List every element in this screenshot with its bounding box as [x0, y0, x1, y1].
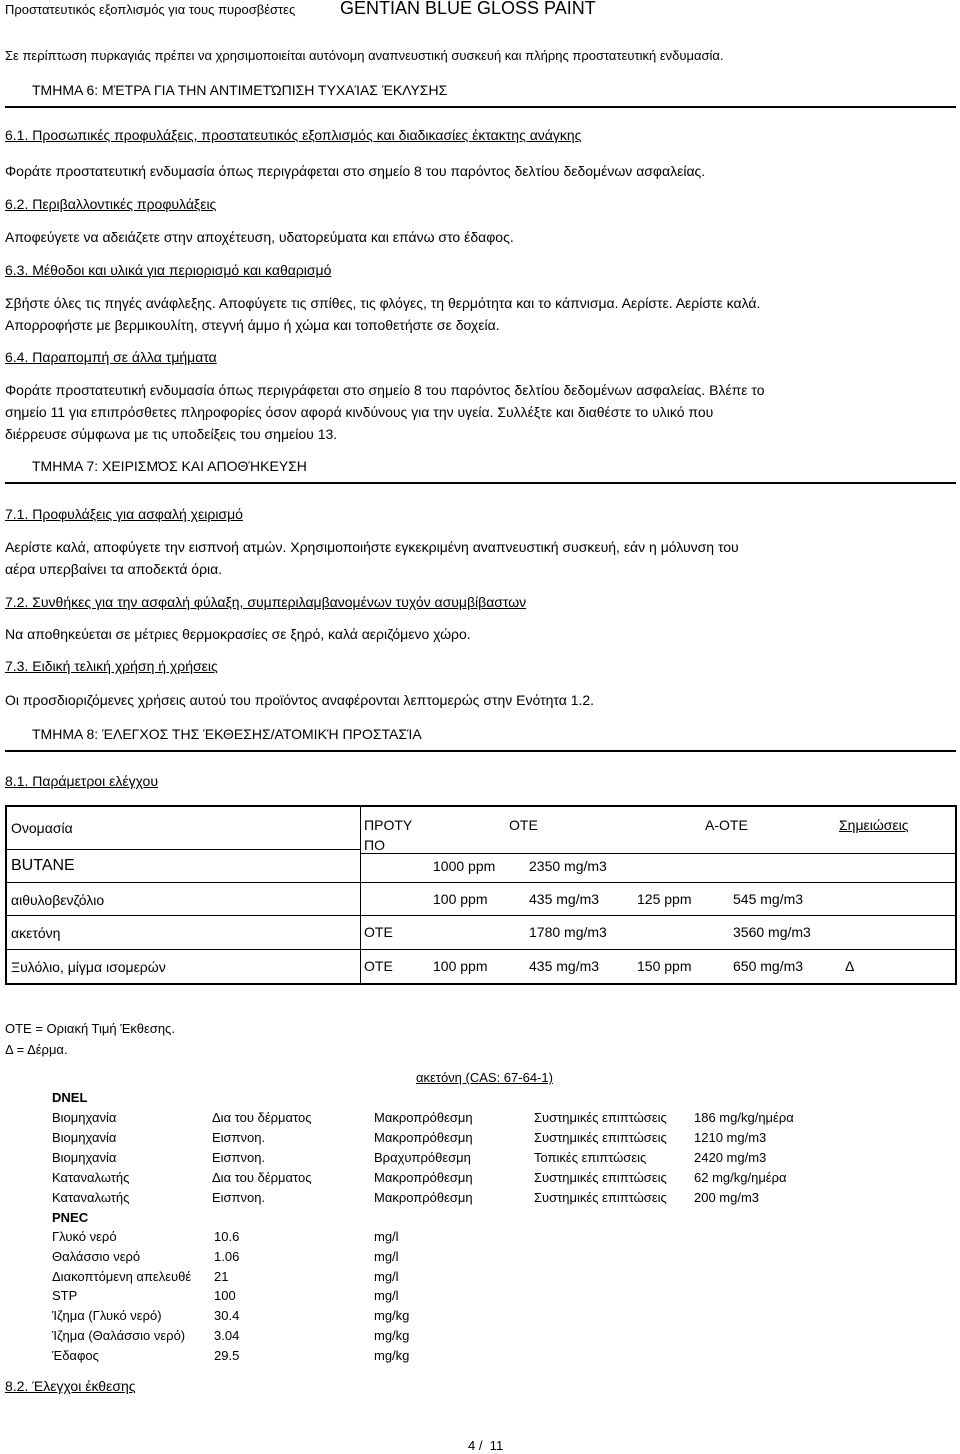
subsection-7-3-title: 7.3. Ειδική τελική χρήση ή χρήσεις [5, 658, 218, 674]
table-row-name: Ξυλόλιο, μίγμα ισομερών [11, 959, 166, 975]
subsection-6-4-text-3: διέρρευσε σύμφωνα με τις υποδείξεις του σημείου 13. [5, 426, 338, 442]
section-6-header [5, 76, 956, 108]
subsection-6-4-text-1: Φοράτε προστατευτική ενδυμασία όπως περιγράφεται στο σημείο 8 του παρόντος δελτίου δεδομένων ασφαλείας. Βλέπε το [5, 382, 765, 398]
table-row-aote-mg: 3560 mg/m3 [733, 924, 811, 940]
dnel-cell: Μακροπρόθεσμη [374, 1170, 473, 1185]
table-row-ote-mg: 435 mg/m3 [529, 958, 600, 974]
pnec-cell: 100 [214, 1288, 236, 1303]
table-divider [360, 853, 955, 854]
pnec-cell: mg/kg [374, 1308, 410, 1323]
table-row-ote-mg: 435 mg/m3 [529, 891, 600, 907]
pnec-cell: Θαλάσσιο νερό [52, 1249, 141, 1264]
section-7-header [5, 452, 956, 484]
table-row-ote-mg: 1780 mg/m3 [529, 924, 607, 940]
dnel-cell: 200 mg/m3 [694, 1190, 760, 1205]
subsection-6-2-title: 6.2. Περιβαλλοντικές προφυλάξεις [5, 196, 217, 212]
pnec-cell: Γλυκό νερό [52, 1229, 117, 1244]
dnel-cell: Δια του δέρματος [212, 1170, 312, 1185]
table-row-ote-mg: 2350 mg/m3 [529, 858, 607, 874]
pnec-cell: mg/l [374, 1288, 399, 1303]
table-row-standard: ΟΤΕ [364, 924, 393, 940]
table-row-name: BUTANE [11, 857, 75, 874]
dnel-cell: Βιομηχανία [52, 1110, 117, 1125]
pnec-cell: 3.04 [214, 1328, 240, 1343]
pnec-cell: Διακοπτόμενη απελευθέ [52, 1269, 192, 1284]
subsection-7-2-text: Να αποθηκεύεται σε μέτριες θερμοκρασίες σε ξηρό, καλά αεριζόμενο χώρο. [5, 626, 471, 642]
subsection-8-1-title: 8.1. Παράμετροι ελέγχου [5, 773, 158, 789]
dnel-cell: Συστημικές επιπτώσεις [534, 1190, 667, 1205]
subsection-6-3-text-1: Σβήστε όλες τις πηγές ανάφλεξης. Αποφύγετε τις σπίθες, τις φλόγες, τη θερμότητα και το κάπνισμα. Αερίστε. Αερίστε καλά. [5, 295, 761, 311]
dnel-cell: Εισπνοη. [212, 1190, 266, 1205]
subsection-6-4-text-2: σημείο 11 για επιπρόσθετες πληροφορίες όσον αφορά κινδύνους για την υγεία. Συλλέξτε και διαθέστε το υλικό που [5, 404, 714, 420]
pnec-cell: mg/l [374, 1229, 399, 1244]
table-divider [7, 849, 360, 850]
table-row-name: αιθυλοβενζόλιο [11, 892, 105, 908]
table-row-ote-ppm: 1000 ppm [433, 858, 496, 874]
table-row-standard: ΟΤΕ [364, 958, 393, 974]
table-row-ote-ppm: 100 ppm [433, 891, 488, 907]
dnel-cell: 2420 mg/m3 [694, 1150, 767, 1165]
pnec-cell: 1.06 [214, 1249, 240, 1264]
table-row-note: Δ [845, 958, 855, 974]
pnec-cell: 29.5 [214, 1348, 240, 1363]
pnec-cell: 10.6 [214, 1229, 240, 1244]
legend-skin: Δ = Δέρμα. [5, 1042, 68, 1057]
dnel-cell: Εισπνοη. [212, 1130, 266, 1145]
subsection-6-3-title: 6.3. Μέθοδοι και υλικά για περιορισμό και καθαρισμό [5, 262, 332, 278]
table-row-aote-ppm: 150 ppm [637, 958, 692, 974]
col-header-notes: Σημειώσεις [839, 817, 909, 833]
pnec-label: PNEC [52, 1210, 89, 1225]
page-number: 4 / 11 [468, 1438, 504, 1453]
dnel-cell: Καταναλωτής [52, 1190, 130, 1205]
dnel-cell: 62 mg/kg/ημέρα [694, 1170, 787, 1185]
pnec-cell: Έδαφος [52, 1348, 99, 1363]
dnel-cell: Συστημικές επιπτώσεις [534, 1110, 667, 1125]
subsection-7-2-title: 7.2. Συνθήκες για την ασφαλή φύλαξη, συμπεριλαμβανομένων τυχόν ασυμβίβαστων [5, 594, 527, 610]
pnec-cell: 30.4 [214, 1308, 240, 1323]
dnel-cell: Καταναλωτής [52, 1170, 130, 1185]
dnel-cell: Μακροπρόθεσμη [374, 1110, 473, 1125]
pnec-cell: mg/kg [374, 1328, 410, 1343]
subsection-7-1-text-1: Αερίστε καλά, αποφύγετε την εισπνοή ατμών. Χρησιμοποιήστε εγκεκριμένη αναπνευστική συσκευή, εάν η μόλυνση του [5, 539, 739, 555]
subsection-6-2-text: Αποφεύγετε να αδειάζετε στην αποχέτευση, υδατορεύματα και επάνω στο έδαφος. [5, 229, 514, 245]
dnel-cell: Συστημικές επιπτώσεις [534, 1170, 667, 1185]
table-divider [7, 882, 955, 883]
pnec-cell: mg/kg [374, 1348, 410, 1363]
col-header-ote: ΟΤΕ [509, 817, 538, 833]
subsection-6-1-title: 6.1. Προσωπικές προφυλάξεις, προστατευτικός εξοπλισμός και διαδικασίες έκτακτης ανάγκης [5, 127, 582, 143]
dnel-cell: Μακροπρόθεσμη [374, 1130, 473, 1145]
dnel-cell: Βραχυπρόθεσμη [374, 1150, 471, 1165]
subsection-7-1-title: 7.1. Προφυλάξεις για ασφαλή χειρισμό [5, 506, 243, 522]
pnec-cell: Ίζημα (Θαλάσσιο νερό) [52, 1328, 186, 1343]
table-row-aote-mg: 650 mg/m3 [733, 958, 804, 974]
dnel-cell: Εισπνοη. [212, 1150, 266, 1165]
dnel-label: DNEL [52, 1090, 88, 1105]
subsection-7-3-text: Οι προσδιοριζόμενες χρήσεις αυτού του προϊόντος αναφέρονται λεπτομερώς στην Ενότητα 1.2. [5, 692, 595, 708]
section-7-title: ΤΜΗΜΑ 7: ΧΕΙΡΙΣΜΌΣ ΚΑΙ ΑΠΟΘΉΚΕΥΣΗ [32, 458, 307, 474]
document-title: GENTIAN BLUE GLOSS PAINT [340, 0, 596, 18]
table-row-aote-mg: 545 mg/m3 [733, 891, 804, 907]
subsection-7-1-text-2: αέρα υπερβαίνει τα αποδεκτά όρια. [5, 561, 223, 577]
subsection-6-3-text-2: Απορροφήστε με βερμικουλίτη, στεγνή άμμο ή χώμα και τοποθετήστε σε δοχεία. [5, 317, 500, 333]
exposure-limits-table [5, 805, 957, 985]
col-header-standard-2: ΠΟ [364, 837, 385, 853]
intro-line: Σε περίπτωση πυρκαγιάς πρέπει να χρησιμοποιείται αυτόνομη αναπνευστική συσκευή και πλήρης προστατευτική ενδυμασία. [5, 48, 724, 63]
header-left-text: Προστατευτικός εξοπλισμός για τους πυροσβέστες [5, 2, 296, 17]
dnel-cell: Συστημικές επιπτώσεις [534, 1130, 667, 1145]
subsection-6-4-title: 6.4. Παραπομπή σε άλλα τμήματα [5, 349, 217, 365]
dnel-cell: Τοπικές επιπτώσεις [534, 1150, 647, 1165]
dnel-cell: Βιομηχανία [52, 1150, 117, 1165]
pnec-cell: 21 [214, 1269, 229, 1284]
section-6-title: ΤΜΗΜΑ 6: ΜΈΤΡΑ ΓΙΑ ΤΗΝ ΑΝΤΙΜΕΤΏΠΙΣΗ ΤΥΧΑΊΑΣ ΈΚΛΥΣΗΣ [32, 82, 448, 98]
section-8-header [5, 718, 956, 752]
subsection-8-2-title: 8.2. Έλεγχοι έκθεσης [5, 1378, 136, 1394]
legend-ote: ΟΤΕ = Οριακή Τιμή Έκθεσης. [5, 1021, 175, 1036]
table-row-aote-ppm: 125 ppm [637, 891, 692, 907]
pnec-cell: Ίζημα (Γλυκό νερό) [52, 1308, 162, 1323]
dnel-cell: Μακροπρόθεσμη [374, 1190, 473, 1205]
table-row-ote-ppm: 100 ppm [433, 958, 488, 974]
table-divider [7, 915, 955, 916]
col-header-standard: ΠΡΟΤΥ [364, 817, 413, 833]
pnec-cell: mg/l [374, 1269, 399, 1284]
section-8-title: ΤΜΗΜΑ 8: ΈΛΕΓΧΟΣ ΤΗΣ ΈΚΘΕΣΗΣ/ΑΤΟΜΙΚΉ ΠΡΟΣΤΑΣΊΑ [32, 726, 422, 742]
col-header-name: Ονομασία [11, 820, 73, 836]
subsection-6-1-text: Φοράτε προστατευτική ενδυμασία όπως περιγράφεται στο σημείο 8 του παρόντος δελτίου δεδομένων ασφαλείας. [5, 163, 706, 179]
dnel-cell: Βιομηχανία [52, 1130, 117, 1145]
table-divider [360, 807, 361, 983]
pnec-cell: STP [52, 1288, 78, 1303]
substance-title: ακετόνη (CAS: 67-64-1) [416, 1070, 553, 1085]
dnel-cell: 186 mg/kg/ημέρα [694, 1110, 794, 1125]
table-divider [7, 949, 955, 950]
dnel-cell: 1210 mg/m3 [694, 1130, 767, 1145]
col-header-aote: Α-ΟΤΕ [705, 817, 748, 833]
dnel-cell: Δια του δέρματος [212, 1110, 312, 1125]
table-row-name: ακετόνη [11, 925, 61, 941]
pnec-cell: mg/l [374, 1249, 399, 1264]
